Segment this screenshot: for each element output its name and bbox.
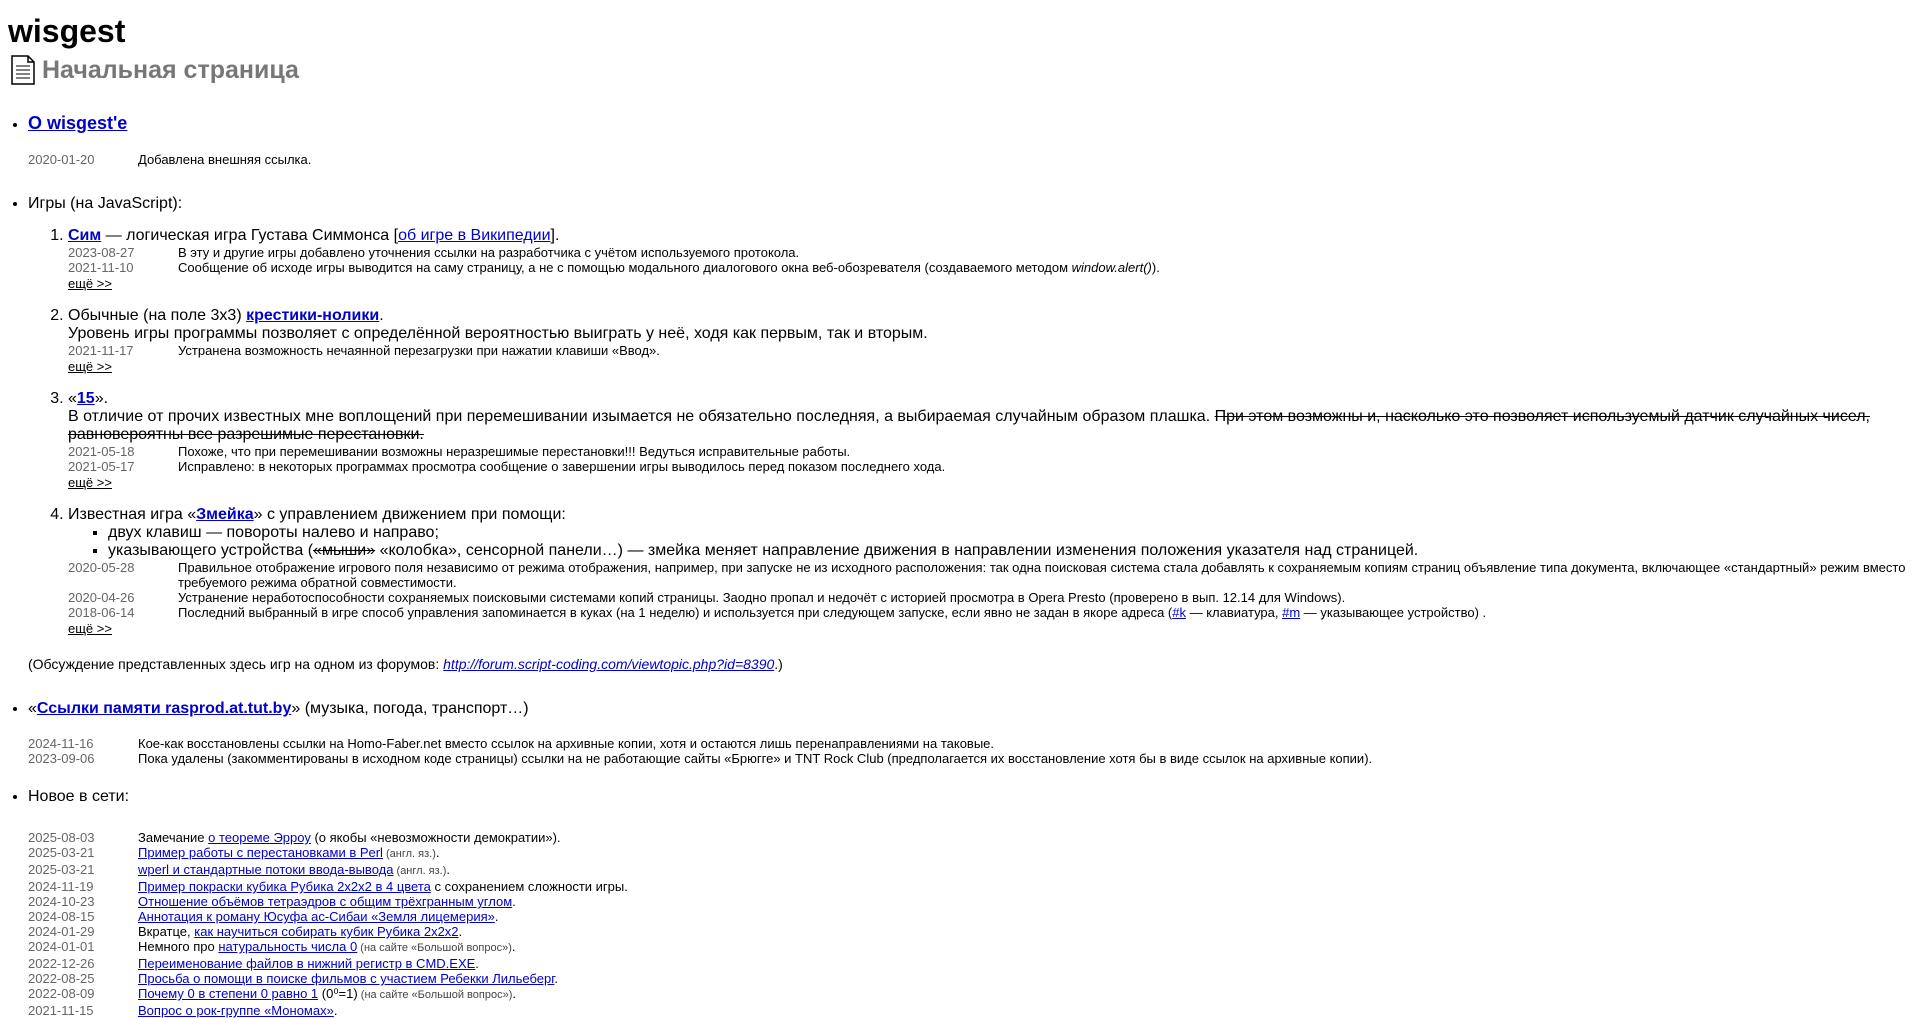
fifteen-more-link[interactable]: ещё >>: [68, 475, 112, 490]
log-text: [178, 260, 1920, 275]
fifteen-desc: В отличие от прочих известных мне воплощений при перемешивании изымается не обязательно последняя, а выбираемая случайным образом плашка.: [68, 408, 1215, 425]
net-item-post: .: [458, 924, 463, 939]
net-item-text: [138, 909, 1920, 924]
ttt-log: [68, 343, 1920, 358]
ttt-post: .: [379, 307, 384, 324]
net-item: [28, 924, 1920, 939]
links-section: [28, 700, 1920, 766]
snake-post: » с управлением движением при помощи:: [253, 506, 566, 523]
net-item-text: [138, 845, 1920, 862]
ttt-link[interactable]: крестики-нолики: [246, 307, 380, 324]
net-item-link[interactable]: Почему 0 в степени 0 равно 1: [138, 986, 319, 1001]
about-section: [28, 113, 1920, 167]
log-date: 2024-08-15: [28, 909, 95, 924]
game-sim: [68, 227, 1920, 293]
log-date: 2021-05-17: [68, 459, 135, 474]
log-text: Устранена возможность нечаянной перезагрузки при нажатии клавиши «Ввод».: [178, 343, 660, 358]
net-item-link[interactable]: Просьба о помощи в поиске фильмов с участием Ребекки Лильеберг: [138, 971, 555, 986]
net-item-post: .: [475, 956, 479, 971]
net-item-link[interactable]: натуральность числа 0: [218, 939, 358, 954]
ttt-desc: Уровень игры программы позволяет с определённой вероятностью выиграть у неё, ходя как первым, так и вторым.: [68, 325, 928, 342]
net-item-link[interactable]: Вопрос о рок-группе «Мономах»: [138, 1003, 334, 1018]
log-text-pre: Сообщение об исходе игры выводится на саму страницу, а не с помощью модального диалогового окна веб-обозревателя (создаваемого методом: [178, 260, 1072, 275]
sim-wiki-link[interactable]: об игре в Википедии: [398, 227, 551, 244]
page-header: [10, 53, 1920, 87]
net-section: [28, 788, 1920, 1018]
sim-desc: — логическая игра Густава Симмонса [: [101, 227, 399, 244]
sim-more-link[interactable]: ещё >>: [68, 276, 112, 291]
net-item-text: [138, 830, 1920, 845]
ttt-more-link[interactable]: ещё >>: [68, 359, 112, 374]
log-date: 2022-12-26: [28, 956, 95, 971]
net-item-text: [138, 971, 1920, 986]
net-item: [28, 971, 1920, 986]
net-item-note: (на сайте «Большой вопрос»): [357, 989, 513, 1001]
log-text: Кое-как восстановлены ссылки на Homo-Faber.net вместо ссылок на архивные копии, хотя и остаются лишь перенаправлениями на таковые.: [138, 736, 995, 751]
net-item: [28, 830, 1920, 845]
games-heading: Игры (на JavaScript):: [28, 195, 183, 212]
site-title: wisgest: [8, 13, 126, 49]
net-item-text: [138, 939, 1920, 956]
forum-link[interactable]: http://forum.script-coding.com/viewtopic.php?id=8390: [443, 656, 775, 672]
game-ttt: [68, 307, 1920, 376]
net-item: [28, 986, 1920, 1003]
snake-control-keys: ▪ двух клавиш — повороты налево и направо;: [108, 524, 1920, 542]
log-date: 2025-03-21: [28, 862, 95, 877]
log-text: Похоже, что при перемешивании возможны неразрешимые перестановки!!! Ведуться исправительные работы.: [178, 444, 851, 459]
forum-post: .): [774, 656, 783, 672]
game-15: [68, 390, 1920, 492]
net-item-post: .: [494, 909, 499, 924]
forum-note: [28, 656, 1920, 672]
links-memory-link[interactable]: Ссылки памяти rasprod.at.tut.by: [36, 700, 292, 717]
fifteen-struck: При этом возможны и, насколько это позволяет используемый датчик случайных чисел, равновероятны все разрешимые перестановки.: [68, 408, 1870, 443]
net-item-text: [138, 986, 1920, 1003]
net-item: [28, 909, 1920, 924]
net-item-post: .: [333, 1003, 338, 1018]
snake-control-pointer: [108, 542, 1920, 560]
net-item-formula: (0⁰=1): [318, 986, 358, 1001]
snake-pre: Известная игра «: [68, 506, 197, 523]
log-date: 2023-09-06: [28, 751, 95, 766]
log-text: Правильное отображение игрового поля независимо от режима отображения, например, при запуске не из исходного расположения: так одна поисковая система стала добавлять к сохраняемым копиям страниц объявление типа документа, включающее «стандартный» режим вместо требуемого режима обратной совместимости.: [178, 560, 1906, 590]
log-date: 2018-06-14: [68, 605, 135, 620]
log-code: window.alert(): [1071, 260, 1152, 275]
net-item: [28, 939, 1920, 956]
snake-controls: [68, 524, 1920, 560]
net-item-text: [138, 956, 1920, 971]
pointer-post: «колобка», сенсорной панели…) — змейка меняет направление движения в направлении изменения положения указателя над страницей.: [375, 542, 1419, 559]
main-list: [0, 113, 1920, 1018]
log-date: 2021-11-15: [28, 1003, 94, 1018]
log-date: 2024-01-01: [28, 939, 95, 954]
games-section: [28, 195, 1920, 672]
net-item-link[interactable]: Аннотация к роману Юсуфа ас-Сибаи «Земля лицемерия»: [138, 909, 495, 924]
net-item-post: (о якобы «невозможности демократии»).: [310, 830, 561, 845]
snake-link[interactable]: Змейка: [196, 506, 254, 523]
snake-log: [68, 560, 1920, 620]
sim-link[interactable]: Сим: [68, 227, 102, 244]
log-text-post: ).: [1151, 260, 1160, 275]
net-item: [28, 894, 1920, 909]
document-icon: [10, 55, 36, 85]
game-snake: [68, 506, 1920, 638]
net-item: [28, 862, 1920, 879]
net-item-link[interactable]: Отношение объёмов тетраэдров с общим трёхгранным углом: [138, 894, 513, 909]
about-log: [28, 152, 1920, 167]
links-pre: «: [28, 700, 37, 717]
net-log: [28, 830, 1920, 1018]
log-date: 2025-08-03: [28, 830, 95, 845]
sim-close: ].: [550, 227, 560, 244]
sim-log: [68, 245, 1920, 275]
log-date: 2021-11-17: [68, 343, 134, 358]
fifteen-pre: «: [68, 390, 77, 407]
net-item: [28, 956, 1920, 971]
log-date: 2022-08-25: [28, 971, 95, 986]
fifteen-post: ».: [94, 390, 109, 407]
log-text: Добавлена внешняя ссылка.: [138, 152, 312, 167]
snake-more-link[interactable]: ещё >>: [68, 621, 112, 636]
net-item-post: .: [446, 862, 451, 877]
log-date: 2023-08-27: [68, 245, 135, 260]
net-item-text: [138, 924, 1920, 939]
log-date: 2025-03-21: [28, 845, 95, 860]
net-item-post: .: [554, 971, 558, 986]
log-text: Исправлено: в некоторых программах просмотра сообщение о завершении игры выводилось перед показом последнего хода.: [178, 459, 946, 474]
net-item-link[interactable]: как научиться собирать кубик Рубика 2x2x2: [194, 924, 459, 939]
net-item-text: [138, 879, 1920, 894]
log-text-post: — указывающее устройство) .: [1300, 605, 1487, 620]
net-item-post: .: [511, 939, 516, 954]
page-title: Начальная страница: [42, 55, 299, 84]
net-heading: Новое в сети:: [28, 788, 130, 805]
links-post: » (музыка, погода, транспорт…): [291, 700, 529, 717]
net-item-note: (англ. яз.): [393, 865, 447, 877]
anchor-m-link[interactable]: #m: [1282, 605, 1301, 620]
net-item-post: .: [512, 894, 516, 909]
anchor-k-link[interactable]: #k: [1172, 605, 1186, 620]
fifteen-link[interactable]: 15: [76, 390, 95, 407]
net-item-text: [138, 894, 1920, 909]
net-item-note: (на сайте «Большой вопрос»): [357, 942, 512, 954]
log-text: [178, 605, 1920, 620]
net-item-post: с сохранением сложности игры.: [430, 879, 628, 894]
net-item-note: (англ. яз.): [382, 848, 436, 860]
log-date: 2020-04-26: [68, 590, 135, 605]
log-date: 2020-01-20: [28, 152, 95, 167]
log-date: 2024-10-23: [28, 894, 95, 909]
net-item-link[interactable]: Пример работы с перестановками в Perl: [138, 845, 383, 860]
log-text: Пока удалены (закомментированы в исходном коде страницы) ссылки на не работающие сайты «Брюгге» и TNT Rock Club (предполагается их восстановление хотя бы в виде ссылок на архивные копии).: [138, 751, 1373, 766]
net-item-post: .: [435, 845, 440, 860]
log-date: 2020-05-28: [68, 560, 135, 575]
about-link[interactable]: О wisgest'е: [28, 113, 128, 133]
net-item-pre: Вкратце,: [138, 924, 195, 939]
fifteen-log: [68, 444, 1920, 474]
net-item-text: [138, 1003, 1920, 1018]
net-item-pre: Замечание: [138, 830, 209, 845]
net-item: [28, 879, 1920, 894]
log-date: 2024-11-16: [28, 736, 94, 751]
log-date: 2024-01-29: [28, 924, 95, 939]
net-item-link[interactable]: Переименование файлов в нижний регистр в CMD.EXE: [138, 956, 476, 971]
net-item-link[interactable]: Пример покраски кубика Рубика 2x2x2 в 4 цвета: [138, 879, 431, 894]
log-text-mid: — клавиатура,: [1185, 605, 1283, 620]
net-item: [28, 1003, 1920, 1018]
pointer-pre: указывающего устройства (: [108, 542, 314, 559]
log-date: 2022-08-09: [28, 986, 95, 1001]
net-item-pre: Немного про: [138, 939, 219, 954]
log-date: 2024-11-19: [28, 879, 94, 894]
net-item-link[interactable]: wperl и стандартные потоки ввода-вывода: [138, 862, 394, 877]
net-item-post: .: [512, 986, 516, 1001]
net-item: [28, 845, 1920, 862]
forum-pre: (Обсуждение представленных здесь игр на одном из форумов:: [28, 656, 444, 672]
links-log: [28, 736, 1920, 766]
games-list: [28, 227, 1920, 638]
net-item-text: [138, 862, 1920, 879]
ttt-pre: Обычные (на поле 3x3): [68, 307, 247, 324]
pointer-struck: «мыши»: [313, 542, 376, 559]
log-text: В эту и другие игры добавлено уточнения ссылки на разработчика с учётом используемого протокола.: [178, 245, 800, 260]
log-date: 2021-11-10: [68, 260, 134, 275]
net-item-link[interactable]: о теореме Эрроу: [208, 830, 311, 845]
log-text: Устранение неработоспособности сохраняемых поисковыми системами копий страницы. Заодно пропал и недочёт с историей просмотра в Opera Presto (проверено в вып. 12.14 для Windows).: [178, 590, 1346, 605]
log-text-pre: Последний выбранный в игре способ управления запоминается в куках (на 1 неделю) и используется при следующем запуске, если явно не задан в якоре адреса (: [178, 605, 1173, 620]
log-date: 2021-05-18: [68, 444, 135, 459]
